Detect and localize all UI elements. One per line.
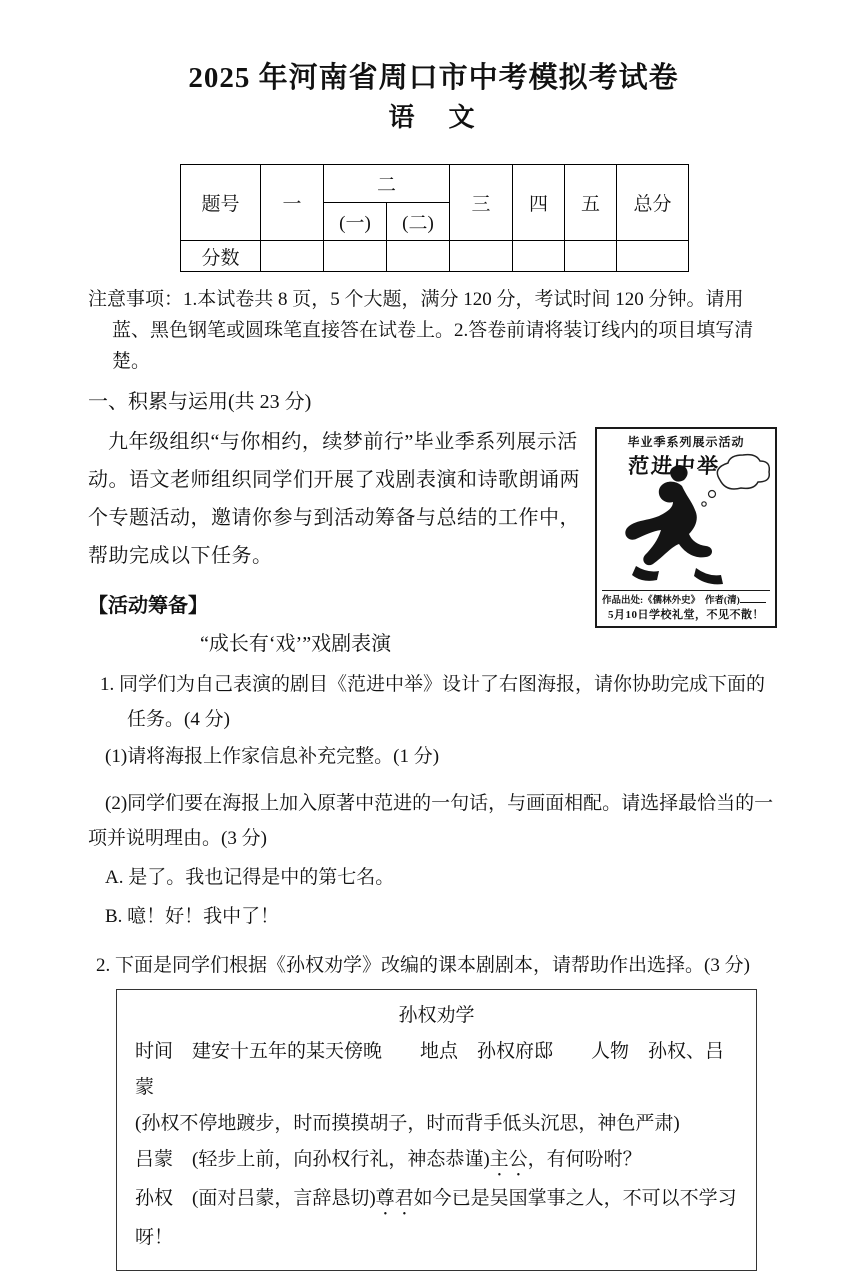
score-table-score-label: 分数 bbox=[181, 241, 261, 272]
score-table bbox=[180, 164, 689, 272]
script-setting-line: 时间 建安十五年的某天傍晚 地点 孙权府邸 人物 孙权、吕蒙 bbox=[135, 1041, 725, 1098]
section-one-intro-block bbox=[88, 423, 779, 983]
author-blank-line bbox=[740, 594, 766, 603]
question-1-sub-1: (1)请将海报上作家信息补充完整。(1 分) bbox=[105, 746, 440, 767]
section-one-heading: 一、积累与运用(共 23 分) bbox=[88, 391, 312, 413]
score-cell bbox=[617, 241, 689, 272]
subject-title: 语 文 bbox=[388, 103, 479, 132]
page-title: 2025 年河南省周口市中考模拟考试卷 bbox=[188, 62, 679, 94]
script-box bbox=[116, 989, 757, 1271]
score-cell bbox=[513, 241, 565, 272]
poster-footer bbox=[602, 590, 770, 623]
score-table-qnum-label: 题号 bbox=[181, 165, 261, 241]
script-sunquan-line bbox=[135, 1181, 738, 1256]
script-lvmeng-line bbox=[135, 1142, 738, 1181]
exam-notice: 注意事项：1.本试卷共 8 页，5 个大题，满分 120 分，考试时间 120 分钟。请用蓝、黑色钢笔或圆珠笔直接答在试卷上。2.答卷前请将装订线内的项目填写清楚。 bbox=[88, 289, 754, 372]
sunquan-suffix: 如今已是吴国掌事之人，不可以不学习呀！ bbox=[135, 1188, 737, 1248]
question-2: 2. 下面是同学们根据《孙权劝学》改编的课本剧剧本，请帮助作出选择。(3 分) bbox=[96, 955, 750, 976]
poster-date-line: 5月10日学校礼堂，不见不散！ bbox=[608, 609, 764, 621]
section-one-intro: 九年级组织“与你相约，续梦前行”毕业季系列展示活动。语文老师组织同学们开展了戏剧表演和诗歌朗诵两个专题活动，邀请你参与到活动筹备与总结的工作中，帮助完成以下任务。 bbox=[88, 431, 580, 567]
score-table-sub-two: (二) bbox=[387, 203, 450, 241]
lvmeng-emphasized-term: 主公 bbox=[489, 1149, 528, 1170]
sunquan-emphasized-term: 尊君 bbox=[375, 1188, 414, 1209]
score-table-col-three: 三 bbox=[450, 165, 513, 241]
score-table-col-total: 总分 bbox=[617, 165, 689, 241]
poster-credit bbox=[602, 594, 770, 608]
score-table-col-five: 五 bbox=[565, 165, 617, 241]
poster-credit-text: 作品出处:《儒林外史》 作者(清) bbox=[602, 596, 740, 606]
sunquan-prefix: 孙权 (面对吕蒙，言辞恳切) bbox=[135, 1188, 376, 1209]
poster-header: 毕业季系列展示活动 bbox=[627, 435, 745, 449]
score-table-col-two: 二 bbox=[324, 165, 450, 203]
score-table-col-one: 一 bbox=[261, 165, 324, 241]
score-cell bbox=[450, 241, 513, 272]
script-title: 孙权劝学 bbox=[398, 1005, 475, 1026]
poster-title: 范进中举 bbox=[627, 454, 721, 478]
lvmeng-suffix: ，有何吩咐？ bbox=[527, 1149, 642, 1170]
option-a: A. 是了。我也记得是中的第七名。 bbox=[105, 867, 395, 888]
score-table-col-four: 四 bbox=[513, 165, 565, 241]
fanjin-poster bbox=[595, 427, 777, 628]
score-cell bbox=[565, 241, 617, 272]
drama-performance-header: “成长有‘戏’”戏剧表演 bbox=[200, 633, 392, 655]
question-1-sub-2: (2)同学们要在海报上加入原著中范进的一句话，与画面相配。请选择最恰当的一项并说明理由。(3 分) bbox=[88, 793, 774, 849]
score-cell bbox=[387, 241, 450, 272]
activity-prep-header: 【活动筹备】 bbox=[88, 595, 208, 617]
question-1: 1. 同学们为自己表演的剧目《范进中举》设计了右图海报，请你协助完成下面的任务。(4 分) bbox=[100, 674, 766, 730]
poster-artwork bbox=[602, 450, 770, 590]
score-table-sub-one: (一) bbox=[324, 203, 387, 241]
score-cell bbox=[261, 241, 324, 272]
option-b: B. 噫！好！我中了！ bbox=[105, 906, 280, 927]
script-stage-direction: (孙权不停地踱步，时而摸摸胡子，时而背手低头沉思，神色严肃) bbox=[135, 1113, 680, 1134]
score-cell bbox=[324, 241, 387, 272]
lvmeng-prefix: 吕蒙 (轻步上前，向孙权行礼，神态恭谨) bbox=[135, 1149, 490, 1170]
